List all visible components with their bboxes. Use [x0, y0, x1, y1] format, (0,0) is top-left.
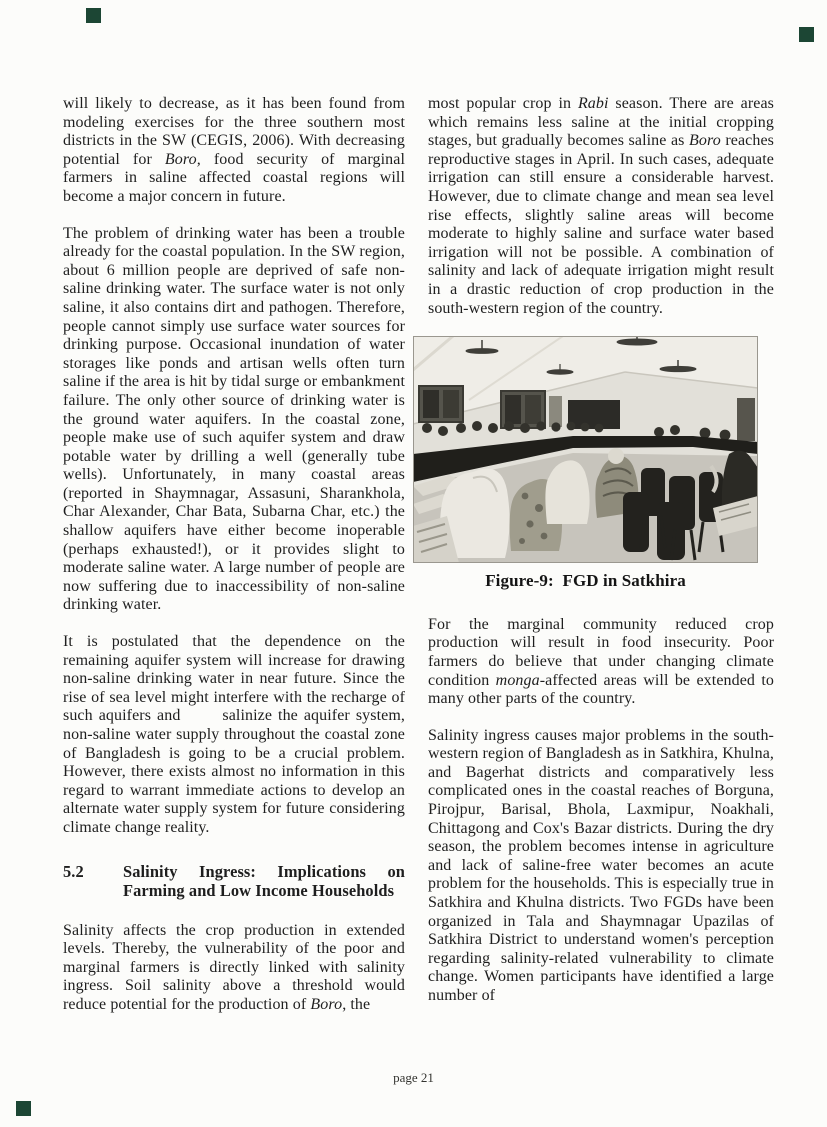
section-title-line1: Salinity Ingress: Implications on — [123, 861, 405, 881]
page-number: page 21 — [393, 1070, 434, 1085]
section-title — [123, 862, 405, 901]
paragraph-rabi-season: most popular crop in Rabi season. There are areas which remains less saline at the initial cropping stages, but gradually becomes saline as Boro reaches reproductive stages in April. In such cases, adequate irrigation can still ensure a considerable harvest. However, due to climate change and mean sea level rise effects, slightly saline areas will become moderate to highly saline and surface water based irrigation will not be possible. A combination of salinity and lack of adequate irrigation might result in a drastic reduction of crop production in the south-western region of the country. — [428, 95, 775, 317]
paragraph-salinity-ingress-districts: Salinity ingress causes major problems in the south-western region of Bangladesh as in Satkhira, Khulna, and Bagerhat districts and comparatively less complicated ones in the coastal reaches of Borguna, Pirojpur, Barisal, Bhola, Laxmipur, Noakhali, Chittagong and Cox's Bazar districts. During the dry season, the problem becomes intense in agriculture and lack of saline-free water becomes an acute problem for the households. This is especially true in Satkhira and Khulna districts. Two FGDs have been organized in Tala and Shaymnagar Upazilas of Satkhira District to understand women's perception regarding salinity-related vulnerability to climate change. Women participants have identified a large number of — [428, 726, 775, 1004]
section-title-line2: Farming and Low Income Households — [123, 881, 395, 901]
section-heading-5-2 — [63, 862, 405, 901]
paragraph-drinking-water: The problem of drinking water has been a trouble already for the coastal population. In the SW region, about 6 million people are deprived of safe non-saline drinking water. The surface water is not only saline, it also contains dirt and pathogen. Therefore, people cannot simply use surface water sources for drinking purpose. Occasional inundation of water storages like ponds and artisan wells often turn saline if the area is hit by tidal surge or embankment failure. The only other source of drinking water is the ground water aquifers. In the coastal zone, people make use of such aquifer system and draw potable water by drilling a well (generally tube wells). Unfortunately, in many coastal areas (reported in Shaymnagar, Assasuni, Sharankhola, Char Alexander, Char Bata, Subarna Char, etc.) the shallow aquifers have either become inoperable (perhaps exhausted!), or it provides slight to moderate saline water. A large number of people are now suffering due to inaccessibility of non-saline drinking water. — [63, 224, 405, 614]
paragraph-marginal-community: For the marginal community reduced crop production will result in food insecurity. Poor farmers do believe that under changing climate condition monga-affected areas will be extended to many other parts of the country. — [428, 615, 774, 708]
paragraph-aquifer-dependence: It is postulated that the dependence on the remaining aquifer system will increase for drawing non-saline drinking water in near future. Since the rise of sea level might interfere with the recharge of such aquifers and salinize the aquifer system, non-saline water supply throughout the coastal zone of Bangladesh is going to be a crucial problem. However, there exists almost no information in this regard to warrant immediate actions to develop an alternate water supply system for future considering climate change reality. — [63, 633, 405, 836]
door-shape — [737, 398, 755, 441]
figure-9 — [413, 336, 758, 591]
fgd-photo — [413, 336, 758, 563]
scan-mark-bottom-left — [16, 1101, 31, 1116]
figure-caption: Figure-9: FGD in Satkhira — [485, 571, 686, 591]
blackboard-shape — [568, 400, 620, 429]
paragraph-boro-decrease: will likely to decrease, as it has been found from modeling exercises for the three southern most districts in the SW (CEGIS, 2006). With decreasing potential for Boro, food security of marginal farmers in saline affected coastal regions will become a major concern in future. — [63, 95, 406, 205]
left-column — [63, 95, 405, 1015]
paragraph-salinity-crops: Salinity affects the crop production in extended levels. Thereby, the vulnerability of the poor and marginal farmers is directly linked with salinity ingress. Soil salinity above a threshold would reduce potential for the production of Boro, the — [63, 921, 405, 1013]
scan-mark-top-left — [86, 8, 101, 23]
section-number: 5.2 — [63, 861, 84, 881]
right-column — [428, 95, 774, 1006]
scan-mark-top-right — [799, 27, 814, 42]
